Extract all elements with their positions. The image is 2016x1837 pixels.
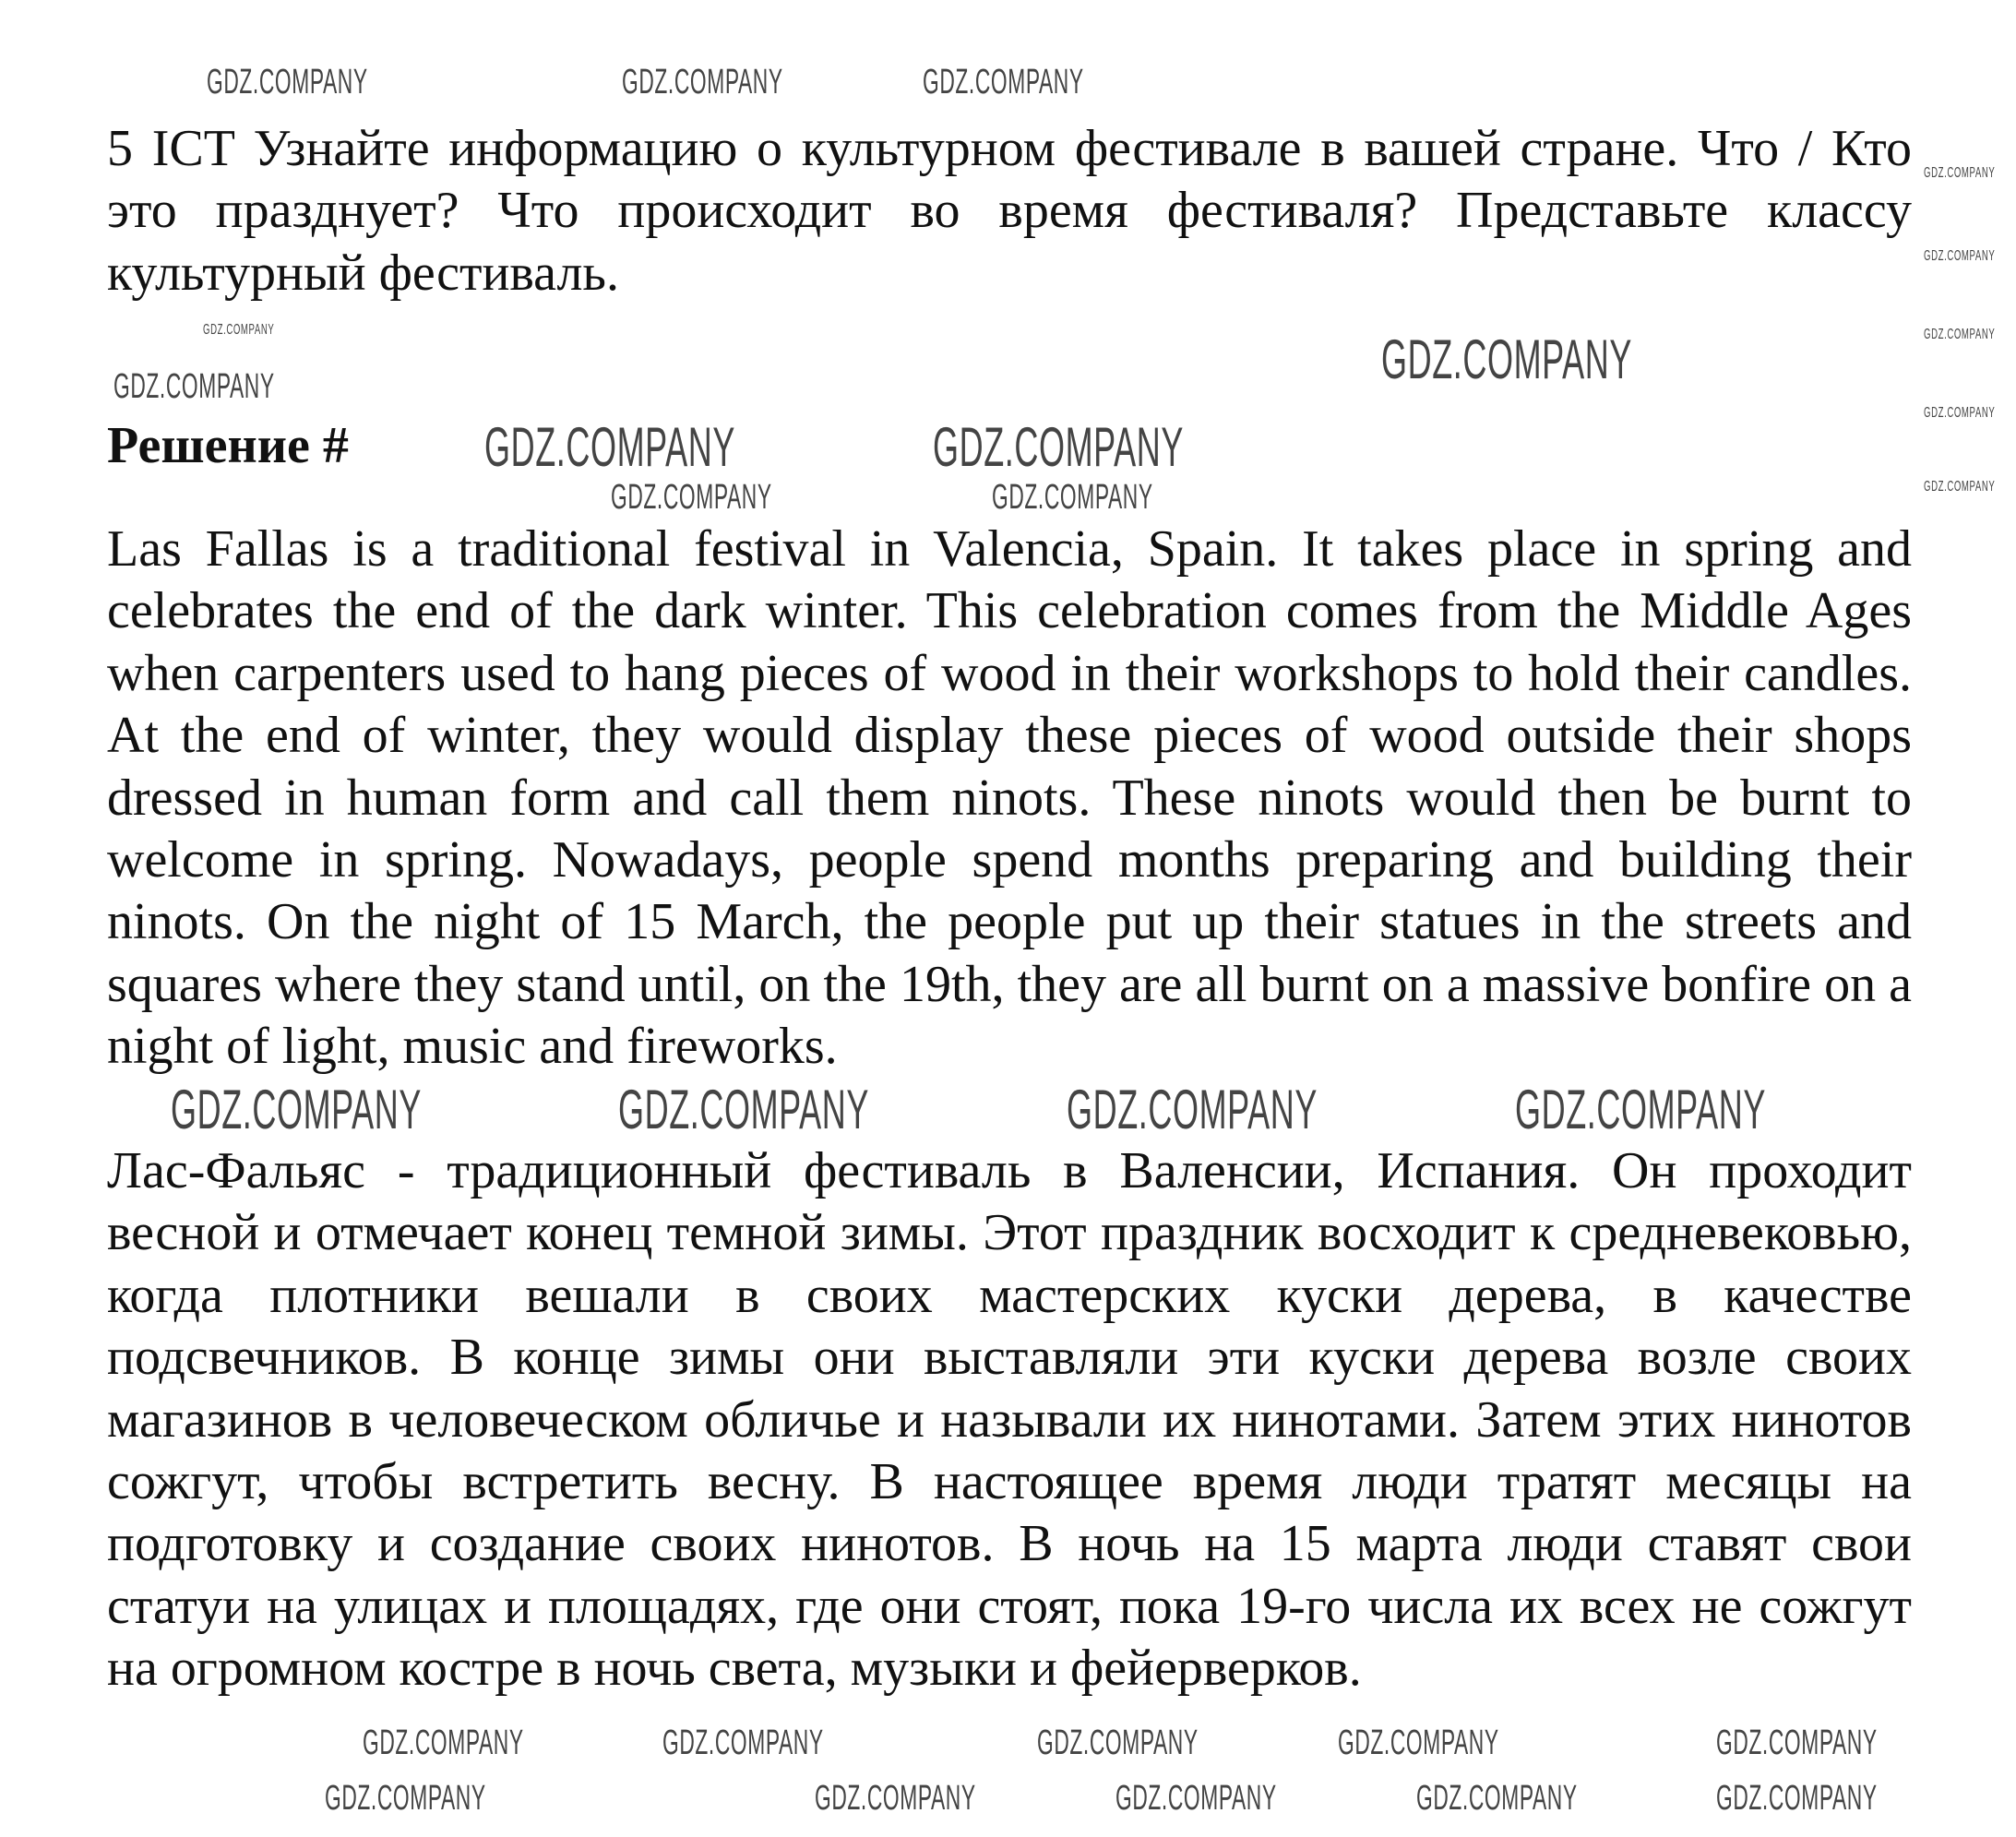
solution-heading: Решение #	[107, 417, 349, 474]
watermark: GDZ.COMPANY	[484, 416, 735, 478]
watermark: GDZ.COMPANY	[1924, 165, 1996, 181]
watermark: GDZ.COMPANY	[203, 322, 275, 338]
english-answer: Las Fallas is a traditional festival in Valencia, Spain. It takes place in spring and celebrates the end of the dark winter. This celebration comes from the Middle Ages when carpenters used to hang pieces of wood in their workshops to hold their candles. At the end of winter, they would display these pieces of wood outside their shops dressed in human form and call them ninots. These ninots would then be burnt to welcome in spring. Nowadays, people spend months preparing and building their ninots. On the night of 15 March, the people put up their statues in the streets and squares where they stand until, on the 19th, they are all burnt on a massive bonfire on a night of light, music and fireworks.	[107, 520, 1912, 1076]
watermark: GDZ.COMPANY	[1037, 1724, 1199, 1762]
watermark: GDZ.COMPANY	[207, 63, 368, 101]
watermark: GDZ.COMPANY	[1716, 1779, 1878, 1818]
watermark: GDZ.COMPANY	[113, 367, 275, 406]
watermark: GDZ.COMPANY	[622, 63, 783, 101]
watermark: GDZ.COMPANY	[618, 1079, 869, 1140]
watermark: GDZ.COMPANY	[662, 1724, 824, 1762]
watermark: GDZ.COMPANY	[1381, 328, 1632, 390]
task-text: 5 ICT Узнайте информацию о культурном фестивале в вашей стране. Что / Кто это празднует? Что происходит во время фестиваля? Представьте классу культурный фестиваль.	[107, 120, 1912, 302]
watermark: GDZ.COMPANY	[1338, 1724, 1499, 1762]
watermark: GDZ.COMPANY	[1924, 327, 1996, 342]
watermark: GDZ.COMPANY	[815, 1779, 976, 1818]
watermark: GDZ.COMPANY	[992, 478, 1153, 517]
watermark: GDZ.COMPANY	[1515, 1079, 1766, 1140]
watermark: GDZ.COMPANY	[1115, 1779, 1277, 1818]
watermark: GDZ.COMPANY	[1924, 405, 1996, 421]
watermark: GDZ.COMPANY	[1716, 1724, 1878, 1762]
watermark: GDZ.COMPANY	[325, 1779, 486, 1818]
watermark: GDZ.COMPANY	[923, 63, 1084, 101]
watermark: GDZ.COMPANY	[1924, 248, 1996, 264]
watermark: GDZ.COMPANY	[1067, 1079, 1318, 1140]
russian-translation: Лас-Фальяс - традиционный фестиваль в Валенсии, Испания. Он проходит весной и отмечает конец темной зимы. Этот праздник восходит к средневековью, когда плотники вешали в своих мастерских куски дерева, в качестве подсвечников. В конце зимы они выставляли эти куски дерева возле своих магазинов в человеческом обличье и называли их нинотами. Затем этих нинотов сожгут, чтобы встретить весну. В настоящее время люди тратят месяцы на подготовку и создание своих нинотов. В ночь на 15 марта люди ставят свои статуи на улицах и площадях, где они стоят, пока 19-го числа их всех не сожгут на огромном костре в ночь света, музыки и фейерверков.	[107, 1142, 1912, 1698]
watermark: GDZ.COMPANY	[611, 478, 772, 517]
watermark: GDZ.COMPANY	[171, 1079, 422, 1140]
watermark: GDZ.COMPANY	[1924, 479, 1996, 495]
watermark: GDZ.COMPANY	[1416, 1779, 1578, 1818]
watermark: GDZ.COMPANY	[933, 416, 1184, 478]
watermark: GDZ.COMPANY	[363, 1724, 524, 1762]
